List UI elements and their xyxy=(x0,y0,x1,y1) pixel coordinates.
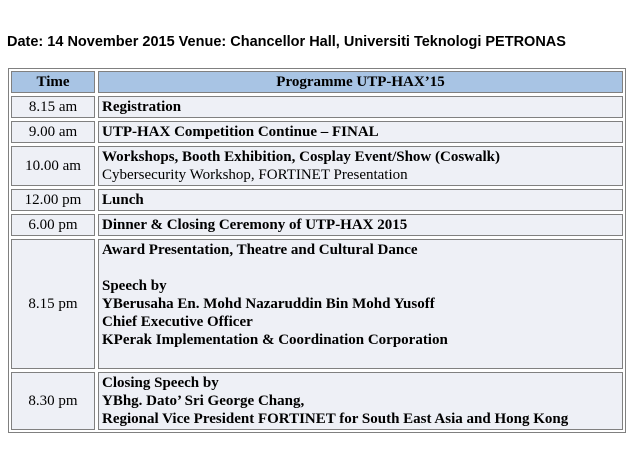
table-header-row xyxy=(11,71,623,93)
row-programme xyxy=(98,96,623,118)
programme-line xyxy=(102,259,619,277)
programme-line: Workshops, Booth Exhibition, Cosplay Event/Show (Coswalk) xyxy=(102,149,501,165)
row-programme xyxy=(98,214,623,236)
table-row xyxy=(11,121,623,143)
programme-line: YBerusaha En. Mohd Nazaruddin Bin Mohd Yusoff xyxy=(102,296,435,312)
row-time: 8.15 am xyxy=(11,96,95,118)
table-row xyxy=(11,372,623,430)
programme-line: Registration xyxy=(102,99,182,115)
table-row xyxy=(11,96,623,118)
programme-line: Speech by xyxy=(102,278,167,294)
event-date-venue: Date: 14 November 2015 Venue: Chancellor Hall, Universiti Teknologi PETRONAS xyxy=(7,34,566,50)
programme-table xyxy=(8,68,626,433)
programme-line: KPerak Implementation & Coordination Corporation xyxy=(102,332,448,348)
row-time: 9.00 am xyxy=(11,121,95,143)
table-body xyxy=(11,96,623,430)
row-programme xyxy=(98,372,623,430)
programme-line: Closing Speech by xyxy=(102,375,219,391)
row-time: 6.00 pm xyxy=(11,214,95,236)
table-row xyxy=(11,189,623,211)
row-programme xyxy=(98,189,623,211)
table-row xyxy=(11,214,623,236)
row-time: 10.00 am xyxy=(11,146,95,186)
table-row xyxy=(11,146,623,186)
programme-line xyxy=(102,349,619,367)
column-header-programme: Programme UTP-HAX’15 xyxy=(98,71,623,93)
row-programme xyxy=(98,146,623,186)
programme-line: Lunch xyxy=(102,192,144,208)
programme-line: Award Presentation, Theatre and Cultural Dance xyxy=(102,242,418,258)
row-programme xyxy=(98,121,623,143)
row-time: 8.15 pm xyxy=(11,239,95,369)
programme-line: Dinner & Closing Ceremony of UTP-HAX 2015 xyxy=(102,217,408,233)
row-programme xyxy=(98,239,623,369)
programme-line: YBhg. Dato’ Sri George Chang, xyxy=(102,393,305,409)
table-row xyxy=(11,239,623,369)
programme-line: Chief Executive Officer xyxy=(102,314,253,330)
programme-line: Regional Vice President FORTINET for South East Asia and Hong Kong xyxy=(102,411,569,427)
row-time: 8.30 pm xyxy=(11,372,95,430)
programme-line: Cybersecurity Workshop, FORTINET Presentation xyxy=(102,167,408,183)
column-header-time: Time xyxy=(11,71,95,93)
programme-line: UTP-HAX Competition Continue – FINAL xyxy=(102,124,379,140)
row-time: 12.00 pm xyxy=(11,189,95,211)
